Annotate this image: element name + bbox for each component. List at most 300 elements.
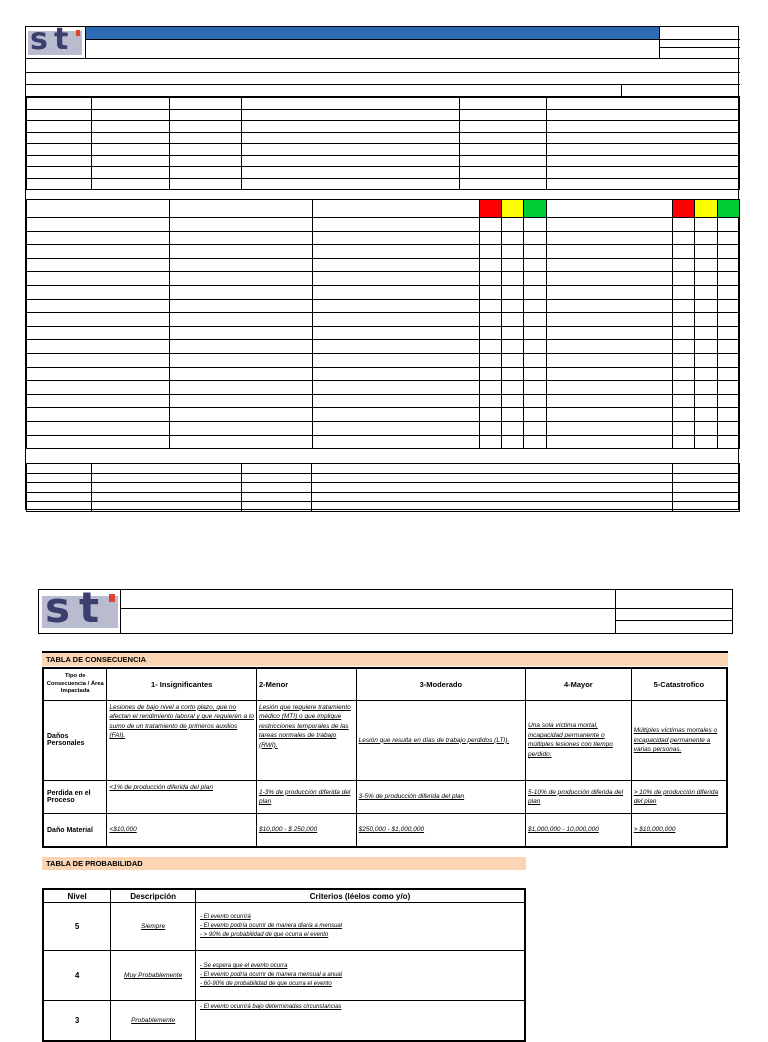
logo-letter-s: s xyxy=(45,590,70,632)
hazard-row-cell[interactable] xyxy=(27,340,170,354)
hazard-row-cell[interactable] xyxy=(547,435,673,449)
hazard-row-cell[interactable] xyxy=(695,231,718,245)
team-row-cell[interactable] xyxy=(460,132,547,144)
hazard-row-cell[interactable] xyxy=(480,218,502,232)
hazard-row-cell[interactable] xyxy=(673,285,695,299)
team-row-cell[interactable] xyxy=(91,144,169,156)
hazard-row-cell[interactable] xyxy=(27,394,170,408)
hazard-row-cell[interactable] xyxy=(27,326,170,340)
hazard-row-cell[interactable] xyxy=(312,313,480,327)
hazard-row-cell[interactable] xyxy=(27,285,170,299)
signature-row xyxy=(27,464,740,474)
hazard-row-cell[interactable] xyxy=(312,381,480,395)
hazard-row-cell[interactable] xyxy=(169,381,312,395)
hazard-row-cell[interactable] xyxy=(695,285,718,299)
team-row-cell[interactable] xyxy=(547,98,740,110)
team-row-cell[interactable] xyxy=(547,109,740,121)
hazard-row xyxy=(27,245,740,259)
team-row-cell[interactable] xyxy=(547,155,740,167)
hazard-row-cell[interactable] xyxy=(547,381,673,395)
team-row-cell[interactable] xyxy=(91,98,169,110)
team-row-cell[interactable] xyxy=(547,167,740,179)
hazard-row-cell[interactable] xyxy=(695,381,718,395)
signature-row-cell[interactable] xyxy=(311,464,672,474)
team-row-cell[interactable] xyxy=(547,121,740,133)
hazard-row-cell[interactable] xyxy=(718,272,740,286)
hazard-row-cell[interactable] xyxy=(27,258,170,272)
hazard-row xyxy=(27,326,740,340)
signature-row-cell[interactable] xyxy=(311,483,672,493)
team-row-cell[interactable] xyxy=(241,132,460,144)
team-row-cell[interactable] xyxy=(169,178,241,190)
hazard-row-cell[interactable] xyxy=(169,285,312,299)
hazard-row-cell[interactable] xyxy=(673,218,695,232)
hazard-header-row-cell[interactable] xyxy=(480,200,502,218)
signature-row-cell[interactable] xyxy=(27,502,92,512)
consequence-level-3: 3-Moderado xyxy=(356,668,525,700)
hazard-row-cell[interactable] xyxy=(169,421,312,435)
consequence-title-text: TABLA DE CONSECUENCIA xyxy=(46,655,147,664)
signature-row xyxy=(27,483,740,493)
hazard-row-cell[interactable] xyxy=(524,408,547,422)
probability-level: 5 xyxy=(43,903,111,951)
hazard-row-cell[interactable] xyxy=(169,231,312,245)
probability-header-description: Descripción xyxy=(111,889,196,903)
hazard-row-cell[interactable] xyxy=(524,258,547,272)
hazard-row-cell[interactable] xyxy=(502,394,524,408)
hazard-row-cell[interactable] xyxy=(695,299,718,313)
signature-row-cell[interactable] xyxy=(241,483,311,493)
hazard-row-cell[interactable] xyxy=(695,245,718,259)
hazard-row-cell[interactable] xyxy=(524,326,547,340)
team-row-cell[interactable] xyxy=(91,155,169,167)
hazard-row-cell[interactable] xyxy=(502,245,524,259)
hazard-row-cell[interactable] xyxy=(718,353,740,367)
hazard-row-cell[interactable] xyxy=(547,394,673,408)
hazard-row-cell[interactable] xyxy=(524,231,547,245)
hazard-row-cell[interactable] xyxy=(673,245,695,259)
team-row-cell[interactable] xyxy=(169,98,241,110)
form-sheet-2-header xyxy=(38,589,733,634)
signature-row-cell[interactable] xyxy=(311,492,672,502)
team-row-cell[interactable] xyxy=(27,167,92,179)
team-row-cell[interactable] xyxy=(91,167,169,179)
signature-row-cell[interactable] xyxy=(27,492,92,502)
team-row-cell[interactable] xyxy=(547,178,740,190)
team-row-cell[interactable] xyxy=(460,155,547,167)
hazard-row-cell[interactable] xyxy=(502,340,524,354)
hazard-row-cell[interactable] xyxy=(312,435,480,449)
hazard-row-cell[interactable] xyxy=(312,218,480,232)
hazard-row-cell[interactable] xyxy=(312,231,480,245)
criteria-line: - > 90% de probabilidad de que ocurra el evento xyxy=(200,932,329,938)
team-row-cell[interactable] xyxy=(169,109,241,121)
doc-box-b xyxy=(615,609,732,621)
consequence-cell: Lesión que resulta en días de trabajo perdidos (LTI). xyxy=(356,700,525,780)
hazard-row-cell[interactable] xyxy=(695,367,718,381)
hazard-header-row-cell[interactable] xyxy=(169,200,312,218)
header-title-bottom xyxy=(121,609,615,633)
hazard-row-cell[interactable] xyxy=(695,408,718,422)
hazard-row xyxy=(27,340,740,354)
hazard-header-row-cell[interactable] xyxy=(502,200,524,218)
signature-row-cell[interactable] xyxy=(241,464,311,474)
signature-row-cell[interactable] xyxy=(91,483,241,493)
hazard-row-cell[interactable] xyxy=(718,285,740,299)
probability-level: 3 xyxy=(43,1001,111,1041)
consequence-corner-header: Tipo de Consecuencia / Área Impactada xyxy=(43,668,107,700)
probability-criteria xyxy=(196,951,525,1001)
logo-letter-t: t xyxy=(79,590,100,632)
hazard-row-cell[interactable] xyxy=(524,218,547,232)
hazard-row-cell[interactable] xyxy=(480,353,502,367)
signature-row xyxy=(27,473,740,483)
team-row-cell[interactable] xyxy=(169,121,241,133)
hazard-row-cell[interactable] xyxy=(718,258,740,272)
team-row-cell[interactable] xyxy=(91,178,169,190)
hazard-row-cell[interactable] xyxy=(547,421,673,435)
team-row-cell[interactable] xyxy=(169,155,241,167)
hazard-row-cell[interactable] xyxy=(312,421,480,435)
hazard-row-cell[interactable] xyxy=(524,272,547,286)
hazard-row-cell[interactable] xyxy=(169,435,312,449)
hazard-row-cell[interactable] xyxy=(547,218,673,232)
hazard-row-cell[interactable] xyxy=(169,272,312,286)
hazard-row-cell[interactable] xyxy=(27,245,170,259)
hazard-row-cell[interactable] xyxy=(673,435,695,449)
hazard-row-cell[interactable] xyxy=(524,299,547,313)
hazard-row-cell[interactable] xyxy=(524,245,547,259)
team-row-cell[interactable] xyxy=(460,109,547,121)
team-row-cell[interactable] xyxy=(27,109,92,121)
team-row-cell[interactable] xyxy=(547,132,740,144)
hazard-row-cell[interactable] xyxy=(718,299,740,313)
hazard-row-cell[interactable] xyxy=(312,245,480,259)
hazard-row-cell[interactable] xyxy=(695,272,718,286)
hazard-row-cell[interactable] xyxy=(695,353,718,367)
hazard-row-cell[interactable] xyxy=(169,408,312,422)
hazard-row xyxy=(27,408,740,422)
hazard-row-cell[interactable] xyxy=(547,258,673,272)
signature-row-cell[interactable] xyxy=(91,492,241,502)
hazard-row-cell[interactable] xyxy=(312,272,480,286)
hazard-row-cell[interactable] xyxy=(524,381,547,395)
probability-description: Muy Probablemente xyxy=(111,951,196,1001)
hazard-row-cell[interactable] xyxy=(695,218,718,232)
hazard-row-cell[interactable] xyxy=(27,231,170,245)
team-row-cell[interactable] xyxy=(241,98,460,110)
signature-row-cell[interactable] xyxy=(241,502,311,512)
info-row-3 xyxy=(26,85,740,97)
info-row-1 xyxy=(26,59,740,73)
signature-row-cell[interactable] xyxy=(27,464,92,474)
team-row-cell[interactable] xyxy=(241,144,460,156)
hazard-row-cell[interactable] xyxy=(480,421,502,435)
hazard-row-cell[interactable] xyxy=(524,313,547,327)
probability-header-criteria: Criterios (léelos como y/o) xyxy=(196,889,525,903)
hazard-row-cell[interactable] xyxy=(480,340,502,354)
consequence-cell: $1,000,000 - 10,000,000 xyxy=(526,814,632,847)
signature-row-cell[interactable] xyxy=(241,492,311,502)
hazard-row-cell[interactable] xyxy=(480,245,502,259)
hazard-row xyxy=(27,272,740,286)
hazard-row-cell[interactable] xyxy=(312,326,480,340)
team-row xyxy=(27,109,740,121)
hazard-row-cell[interactable] xyxy=(480,258,502,272)
hazard-row-cell[interactable] xyxy=(718,326,740,340)
hazard-row-cell[interactable] xyxy=(718,218,740,232)
team-row-cell[interactable] xyxy=(91,109,169,121)
signature-row-cell[interactable] xyxy=(673,502,740,512)
hazard-row-cell[interactable] xyxy=(673,299,695,313)
hazard-row-cell[interactable] xyxy=(312,258,480,272)
hazard-row-cell[interactable] xyxy=(502,299,524,313)
hazard-row-cell[interactable] xyxy=(27,367,170,381)
hazard-row-cell[interactable] xyxy=(480,367,502,381)
hazard-row-cell[interactable] xyxy=(169,326,312,340)
hazard-row-cell[interactable] xyxy=(673,258,695,272)
hazard-header-row-cell[interactable] xyxy=(673,200,695,218)
team-row-cell[interactable] xyxy=(241,178,460,190)
hazard-row-cell[interactable] xyxy=(673,340,695,354)
hazard-row-cell[interactable] xyxy=(169,218,312,232)
hazard-row-cell[interactable] xyxy=(27,272,170,286)
hazard-row-cell[interactable] xyxy=(524,421,547,435)
hazard-row-cell[interactable] xyxy=(695,313,718,327)
hazard-header-row-cell[interactable] xyxy=(27,200,170,218)
probability-description: Probablemente xyxy=(111,1001,196,1041)
hazard-row-cell[interactable] xyxy=(673,408,695,422)
hazard-row-cell[interactable] xyxy=(547,272,673,286)
team-row-cell[interactable] xyxy=(27,98,92,110)
hazard-row-cell[interactable] xyxy=(480,381,502,395)
hazard-header-row-cell[interactable] xyxy=(547,200,673,218)
hazard-row-cell[interactable] xyxy=(169,258,312,272)
hazard-row-cell[interactable] xyxy=(480,299,502,313)
hazard-row-cell[interactable] xyxy=(718,231,740,245)
hazard-row-cell[interactable] xyxy=(524,353,547,367)
team-row xyxy=(27,155,740,167)
team-row xyxy=(27,167,740,179)
hazard-row-cell[interactable] xyxy=(547,367,673,381)
hazard-row-cell[interactable] xyxy=(27,353,170,367)
hazard-row-cell[interactable] xyxy=(27,381,170,395)
probability-level: 4 xyxy=(43,951,111,1001)
hazard-row-cell[interactable] xyxy=(524,285,547,299)
team-row-cell[interactable] xyxy=(169,144,241,156)
team-row-cell[interactable] xyxy=(241,109,460,121)
hazard-row-cell[interactable] xyxy=(169,367,312,381)
hazard-row-cell[interactable] xyxy=(673,231,695,245)
hazard-row-cell[interactable] xyxy=(718,435,740,449)
hazard-row-cell[interactable] xyxy=(312,340,480,354)
signature-row-cell[interactable] xyxy=(241,473,311,483)
hazard-row-cell[interactable] xyxy=(480,326,502,340)
hazard-row-cell[interactable] xyxy=(718,313,740,327)
hazard-row-cell[interactable] xyxy=(524,435,547,449)
consequence-cell: > $10,000,000 xyxy=(631,814,727,847)
hazard-row-cell[interactable] xyxy=(547,326,673,340)
hazard-row-cell[interactable] xyxy=(673,326,695,340)
hazard-row-cell[interactable] xyxy=(673,272,695,286)
team-row-cell[interactable] xyxy=(91,132,169,144)
team-row-cell[interactable] xyxy=(460,178,547,190)
hazard-row-cell[interactable] xyxy=(673,353,695,367)
hazard-row-cell[interactable] xyxy=(480,394,502,408)
consequence-cell: Lesiones de bajo nivel a corto plazo, que no afectan el rendimiento laboral y que requieren a lo sumo de un tratamiento de primeros auxilios (FAI). xyxy=(107,700,257,780)
hazard-row-cell[interactable] xyxy=(695,258,718,272)
hazard-row-cell[interactable] xyxy=(547,408,673,422)
company-logo-2 xyxy=(39,590,121,633)
hazard-row-cell[interactable] xyxy=(502,326,524,340)
signature-row-cell[interactable] xyxy=(91,502,241,512)
hazard-row-cell[interactable] xyxy=(673,394,695,408)
signature-row-cell[interactable] xyxy=(311,502,672,512)
hazard-row-cell[interactable] xyxy=(524,340,547,354)
consequence-title xyxy=(42,651,728,666)
criteria-line: - El evento podría ocurrir de manera diaria a mensual xyxy=(200,923,343,929)
hazard-row-cell[interactable] xyxy=(27,218,170,232)
hazard-row-cell[interactable] xyxy=(502,272,524,286)
signature-row-cell[interactable] xyxy=(673,483,740,493)
hazard-row-cell[interactable] xyxy=(524,367,547,381)
hazard-row-cell[interactable] xyxy=(547,285,673,299)
hazard-row-cell[interactable] xyxy=(502,421,524,435)
hazard-row-cell[interactable] xyxy=(502,435,524,449)
hazard-row-cell[interactable] xyxy=(27,313,170,327)
hazard-row-cell[interactable] xyxy=(718,340,740,354)
signature-row-cell[interactable] xyxy=(673,492,740,502)
team-row-cell[interactable] xyxy=(547,144,740,156)
team-row-cell[interactable] xyxy=(460,167,547,179)
hazard-row xyxy=(27,421,740,435)
hazard-row-cell[interactable] xyxy=(502,231,524,245)
team-row xyxy=(27,132,740,144)
hazard-row-cell[interactable] xyxy=(480,435,502,449)
hazard-row-cell[interactable] xyxy=(547,313,673,327)
consequence-cell: <$10,000 xyxy=(107,814,257,847)
hazard-row-cell[interactable] xyxy=(502,285,524,299)
hazard-row-cell[interactable] xyxy=(718,421,740,435)
team-row-cell[interactable] xyxy=(27,121,92,133)
team-row-cell[interactable] xyxy=(241,155,460,167)
hazard-row-cell[interactable] xyxy=(502,408,524,422)
criteria-line: - 60-90% de probabilidad de que ocurra el evento xyxy=(200,981,332,987)
team-row-cell[interactable] xyxy=(241,121,460,133)
hazard-row-cell[interactable] xyxy=(524,394,547,408)
team-row-cell[interactable] xyxy=(241,167,460,179)
hazard-row-cell[interactable] xyxy=(27,435,170,449)
hazard-row-cell[interactable] xyxy=(547,340,673,354)
hazard-row-cell[interactable] xyxy=(673,367,695,381)
hazard-row-cell[interactable] xyxy=(547,353,673,367)
signature-row-cell[interactable] xyxy=(673,464,740,474)
hazard-row-cell[interactable] xyxy=(547,299,673,313)
hazard-row-cell[interactable] xyxy=(695,326,718,340)
team-row-cell[interactable] xyxy=(91,121,169,133)
hazard-row-cell[interactable] xyxy=(27,299,170,313)
hazard-row-cell[interactable] xyxy=(480,408,502,422)
hazard-row-cell[interactable] xyxy=(502,258,524,272)
hazard-row-cell[interactable] xyxy=(312,394,480,408)
hazard-row-cell[interactable] xyxy=(169,313,312,327)
hazard-row-cell[interactable] xyxy=(169,394,312,408)
hazard-header-row-cell[interactable] xyxy=(524,200,547,218)
probability-title xyxy=(42,857,526,870)
hazard-row-cell[interactable] xyxy=(169,299,312,313)
hazard-row-cell[interactable] xyxy=(312,353,480,367)
hazard-row-cell[interactable] xyxy=(718,245,740,259)
hazard-row-cell[interactable] xyxy=(673,381,695,395)
consequence-cell: Múltiples víctimas mortales o incapacidad permanente a varias personas. xyxy=(631,700,727,780)
team-row-cell[interactable] xyxy=(27,178,92,190)
team-row-cell[interactable] xyxy=(27,144,92,156)
team-row-cell[interactable] xyxy=(460,144,547,156)
hazard-row-cell[interactable] xyxy=(673,313,695,327)
hazard-row-cell[interactable] xyxy=(502,313,524,327)
signature-row-cell[interactable] xyxy=(27,473,92,483)
hazard-row-cell[interactable] xyxy=(312,408,480,422)
hazard-header-row-cell[interactable] xyxy=(312,200,480,218)
team-row-cell[interactable] xyxy=(169,167,241,179)
hazard-row-cell[interactable] xyxy=(27,408,170,422)
hazard-row-cell[interactable] xyxy=(547,245,673,259)
signature-row-cell[interactable] xyxy=(27,483,92,493)
hazard-header-row-cell[interactable] xyxy=(718,200,740,218)
hazard-row-cell[interactable] xyxy=(480,231,502,245)
hazard-row xyxy=(27,353,740,367)
signature-row-cell[interactable] xyxy=(311,473,672,483)
hazard-row-cell[interactable] xyxy=(547,231,673,245)
hazard-row-cell[interactable] xyxy=(27,421,170,435)
hazard-row-cell[interactable] xyxy=(718,408,740,422)
hazard-row-cell[interactable] xyxy=(312,285,480,299)
team-row-cell[interactable] xyxy=(460,98,547,110)
hazard-row-cell[interactable] xyxy=(480,313,502,327)
doc-box-a xyxy=(615,590,732,609)
team-row-cell[interactable] xyxy=(460,121,547,133)
hazard-row-cell[interactable] xyxy=(695,435,718,449)
hazard-row xyxy=(27,231,740,245)
hazard-row-cell[interactable] xyxy=(169,245,312,259)
hazard-row-cell[interactable] xyxy=(673,421,695,435)
team-row-cell[interactable] xyxy=(27,155,92,167)
hazard-row-cell[interactable] xyxy=(695,394,718,408)
hazard-row-cell[interactable] xyxy=(718,394,740,408)
hazard-header-row-cell[interactable] xyxy=(695,200,718,218)
hazard-row-cell[interactable] xyxy=(718,367,740,381)
hazard-row-cell[interactable] xyxy=(502,353,524,367)
hazard-row-cell[interactable] xyxy=(695,340,718,354)
hazard-row-cell[interactable] xyxy=(502,218,524,232)
team-row-cell[interactable] xyxy=(27,132,92,144)
consequence-cell: Una sola víctima mortal, incapacidad permanente o múltiples lesiones con tiempo perdido. xyxy=(526,700,632,780)
hazard-row-cell[interactable] xyxy=(502,381,524,395)
hazard-row-cell[interactable] xyxy=(312,367,480,381)
hazard-row-cell[interactable] xyxy=(502,367,524,381)
hazard-row-cell[interactable] xyxy=(480,285,502,299)
hazard-row-cell[interactable] xyxy=(695,421,718,435)
hazard-row-cell[interactable] xyxy=(718,381,740,395)
team-row-cell[interactable] xyxy=(169,132,241,144)
hazard-row-cell[interactable] xyxy=(169,340,312,354)
signature-row-cell[interactable] xyxy=(673,473,740,483)
signature-row-cell[interactable] xyxy=(91,464,241,474)
hazard-row-cell[interactable] xyxy=(480,272,502,286)
hazard-row-cell[interactable] xyxy=(169,353,312,367)
signature-row-cell[interactable] xyxy=(91,473,241,483)
hazard-row-cell[interactable] xyxy=(312,299,480,313)
